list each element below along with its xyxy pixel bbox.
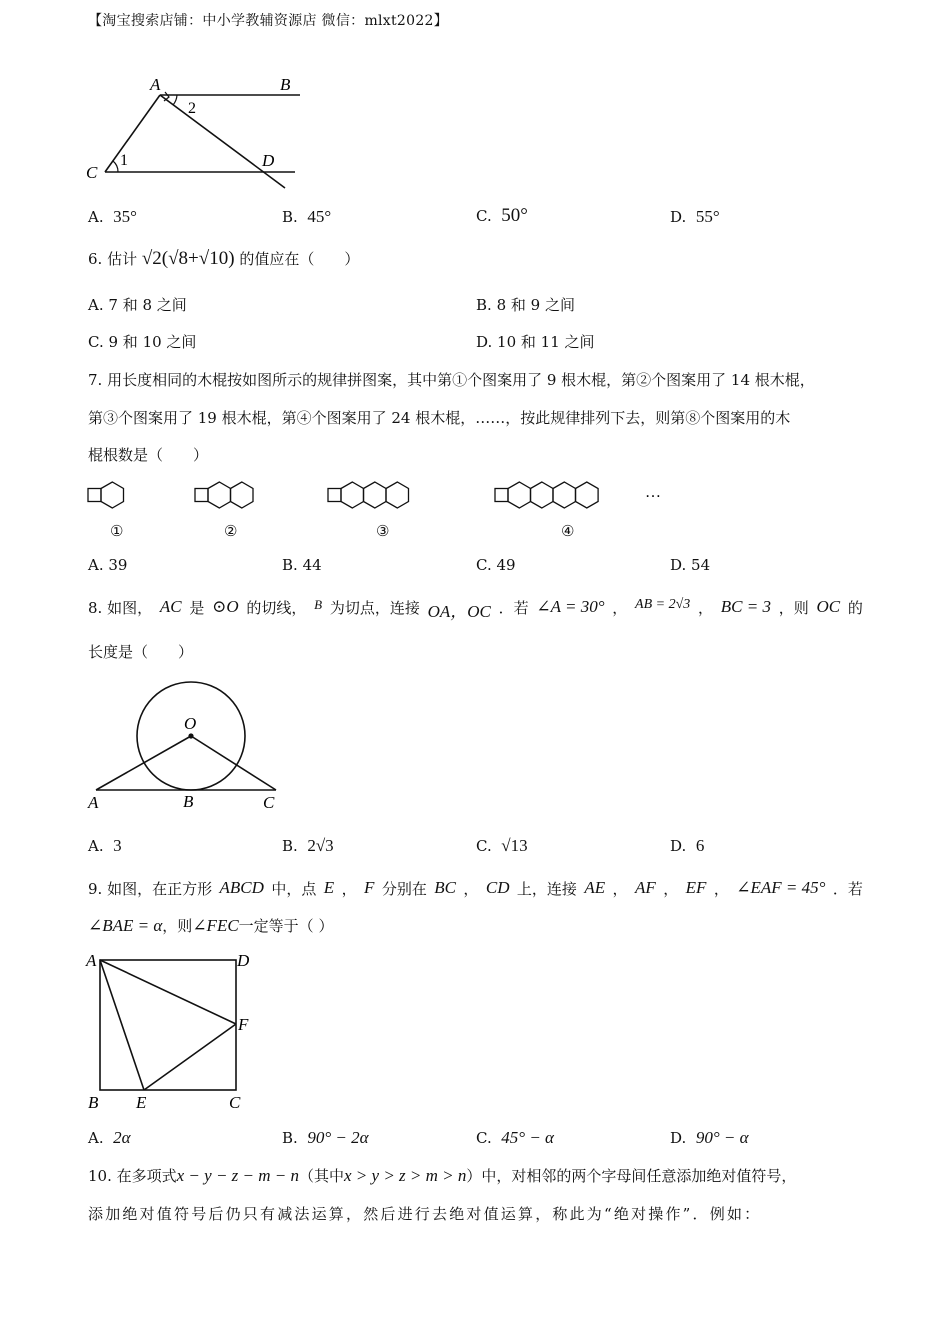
option-letter: A.: [88, 1129, 104, 1147]
q6-option-c[interactable]: [88, 331, 196, 352]
q6-option-d[interactable]: [476, 331, 595, 352]
option-letter: B.: [476, 296, 492, 314]
q9-text: ，: [341, 880, 357, 898]
q9-stem-line1: [88, 878, 863, 899]
q6-option-b[interactable]: [476, 294, 575, 315]
q8-stem-line1: [88, 597, 863, 622]
label-c: C: [86, 163, 98, 182]
q9-text: ，: [463, 880, 479, 898]
q9-math: E: [323, 878, 335, 897]
stick-pattern-3: [328, 482, 409, 508]
q5-option-b[interactable]: [282, 207, 331, 227]
pattern-hexagon: [101, 482, 124, 508]
q9-text: 中，点: [271, 880, 317, 898]
angle1-arc: [113, 161, 118, 172]
line-ac: [105, 95, 160, 172]
q9-math: EF: [685, 878, 707, 897]
q8-math: ∠A = 30°: [536, 597, 605, 616]
q5-option-d[interactable]: [670, 207, 720, 227]
option-value: 2α: [113, 1128, 131, 1147]
page-header: 【淘宝搜索店铺：中小学教辅资源店 微信：mlxt2022】: [88, 13, 449, 29]
q9-math: AF: [634, 878, 656, 897]
q9-figure: [80, 946, 260, 1116]
q10-math: x > y > z > m > n: [344, 1166, 467, 1185]
option-letter: A.: [88, 208, 104, 226]
option-letter: D.: [670, 837, 687, 855]
q6-expression: √2(√8+√10): [141, 248, 235, 269]
stick-pattern-2: [195, 482, 253, 508]
q8-math: OC: [816, 597, 841, 616]
q6-option-a[interactable]: [88, 294, 187, 315]
label-b: B: [183, 792, 194, 811]
q9-math: CD: [485, 878, 510, 897]
pattern-square: [195, 489, 208, 502]
q7-stem-line3: 棍根数是（ ）: [88, 446, 209, 464]
pattern-square: [328, 489, 341, 502]
option-value: 90° − α: [695, 1128, 749, 1147]
q8-text: ，则: [778, 599, 809, 617]
label-d: D: [262, 151, 275, 170]
pattern-square: [88, 489, 101, 502]
option-letter: C.: [476, 837, 492, 855]
option-letter: A.: [88, 837, 104, 855]
option-letter: D.: [476, 333, 493, 351]
q9-text: 分别在: [381, 880, 427, 898]
q10-text: ）中，对相邻的两个字母间任意添加绝对值符号，: [466, 1167, 797, 1185]
q8-figure: [80, 672, 300, 818]
q10-math: x − y − z − m − n: [176, 1166, 299, 1185]
label-e: E: [136, 1093, 147, 1112]
pattern-hexagon: [508, 482, 531, 508]
pattern-hexagon: [553, 482, 576, 508]
q9-text: ，: [612, 880, 628, 898]
label-d: D: [237, 951, 250, 970]
q8-option-b[interactable]: [282, 836, 334, 856]
label-angle1: 1: [120, 152, 128, 169]
line-af: [100, 960, 236, 1024]
q8-text: 的切线，: [246, 599, 307, 617]
q9-text: ，则: [162, 917, 193, 935]
center-point: [188, 733, 193, 738]
option-value: 90° − 2α: [307, 1128, 369, 1147]
pattern-hexagon: [208, 482, 231, 508]
q7-label-3: ③: [376, 522, 390, 540]
square-abcd: [100, 960, 236, 1090]
q9-text: 一定等于（ ）: [238, 917, 334, 935]
option-letter: D.: [670, 556, 687, 574]
q8-text: 为切点，连接: [329, 599, 420, 617]
q9-text: ，: [713, 880, 729, 898]
label-f: F: [238, 1015, 249, 1034]
pattern-square: [495, 489, 508, 502]
option-value: 6: [695, 836, 705, 855]
q7-label-1: ①: [110, 522, 124, 540]
label-a: A: [86, 951, 97, 970]
option-value: 49: [496, 556, 516, 574]
q8-math: ⊙O: [212, 597, 239, 616]
q9-option-b[interactable]: [282, 1128, 369, 1148]
q8-option-c[interactable]: [476, 836, 528, 856]
label-b: B: [280, 75, 291, 94]
q8-text: 的: [847, 599, 863, 617]
pattern-hexagon: [364, 482, 387, 508]
label-o: O: [184, 714, 197, 733]
q9-text: 9. 如图，在正方形: [88, 880, 213, 898]
option-value: √13: [501, 836, 528, 855]
q9-option-d[interactable]: [670, 1128, 749, 1148]
option-letter: C.: [476, 1129, 492, 1147]
q8-option-d[interactable]: [670, 836, 704, 856]
q8-math: OA，OC: [427, 602, 491, 621]
option-letter: D.: [670, 1129, 687, 1147]
option-value: 44: [302, 556, 322, 574]
pattern-ellipsis: …: [645, 484, 661, 501]
q8-text: ，: [612, 599, 628, 617]
q8-text: ．若: [498, 599, 529, 617]
pattern-hexagon: [386, 482, 409, 508]
label-c: C: [229, 1093, 241, 1112]
option-letter: C.: [88, 333, 104, 351]
q10-text: （其中: [299, 1167, 345, 1185]
option-letter: B.: [282, 837, 298, 855]
stick-pattern-4: [495, 482, 598, 508]
q8-text: 8. 如图，: [88, 599, 153, 617]
q7-label-4: ④: [561, 522, 575, 540]
q9-math: ∠BAE = α: [88, 916, 163, 935]
q9-text: ．若: [832, 880, 863, 898]
q7-label-2: ②: [224, 522, 238, 540]
option-letter: B.: [282, 1129, 298, 1147]
q10-stem-line2: 添加绝对值符号后仍只有减法运算，然后进行去绝对值运算，称此为“绝对操作”．例如：: [88, 1205, 762, 1223]
label-a: A: [150, 75, 161, 94]
q6-num: 6. 估计: [88, 250, 138, 268]
q8-math: BC = 3: [720, 597, 771, 616]
option-value: 8 和 9 之间: [496, 296, 575, 314]
q9-text: 上，连接: [516, 880, 577, 898]
line-ad: [160, 95, 285, 188]
option-value: 35°: [113, 207, 137, 226]
q7-option-b[interactable]: [282, 556, 322, 574]
option-letter: B.: [282, 208, 298, 226]
line-oa: [96, 736, 191, 790]
option-letter: C.: [476, 207, 492, 225]
line-ef: [144, 1024, 236, 1090]
q9-math: BC: [434, 878, 456, 897]
q5-option-c[interactable]: [476, 205, 528, 227]
label-a: A: [88, 793, 99, 812]
q5-figure: [80, 70, 320, 190]
q9-text: ，: [663, 880, 679, 898]
q7-option-c[interactable]: [476, 556, 516, 574]
option-letter: D.: [670, 208, 687, 226]
q10-stem-line1: [88, 1165, 796, 1186]
q6-stem: [88, 248, 359, 270]
angle2-arc: [173, 95, 177, 105]
q8-text: ，: [698, 599, 714, 617]
q6-tail: 的值应在（ ）: [239, 250, 360, 268]
right-angle-mark: [164, 92, 169, 101]
option-value: 10 和 11 之间: [497, 333, 595, 351]
q9-math: AE: [584, 878, 606, 897]
label-b: B: [88, 1093, 99, 1112]
q7-option-a[interactable]: [88, 556, 127, 574]
option-value: 2√3: [307, 836, 334, 855]
q8-math: AB = 2√3: [635, 597, 691, 612]
q7-option-d[interactable]: [670, 556, 710, 574]
label-angle2: 2: [188, 100, 196, 117]
option-value: 39: [108, 556, 128, 574]
line-oc: [191, 736, 276, 790]
option-letter: B.: [282, 556, 298, 574]
q10-text: 10. 在多项式: [88, 1167, 177, 1185]
pattern-hexagon: [341, 482, 364, 508]
option-value: 54: [691, 556, 711, 574]
q9-math: ∠FEC: [192, 916, 239, 935]
option-letter: A.: [88, 296, 104, 314]
q8-stem-line2: 长度是（ ）: [88, 643, 194, 661]
line-ae: [100, 960, 144, 1090]
q9-math: ∠EAF = 45°: [736, 878, 826, 897]
q8-text: 是: [189, 599, 205, 617]
q9-option-a[interactable]: [88, 1128, 131, 1148]
q7-stem-line2: 第③个图案用了 19 根木棍，第④个图案用了 24 根木棍，……，按此规律排列下去，则第⑧个图案用的木: [88, 409, 791, 427]
option-value: 7 和 8 之间: [108, 296, 187, 314]
q8-option-a[interactable]: [88, 836, 122, 856]
q8-math: AC: [159, 597, 182, 616]
option-value: 3: [113, 836, 122, 855]
stick-pattern-1: [88, 482, 124, 508]
q5-option-a[interactable]: [88, 207, 137, 227]
option-value: 9 和 10 之间: [108, 333, 197, 351]
option-value: 50°: [501, 205, 528, 226]
q9-option-c[interactable]: [476, 1128, 554, 1148]
option-letter: A.: [88, 556, 104, 574]
pattern-hexagon: [231, 482, 254, 508]
option-value: 55°: [695, 207, 720, 226]
q9-stem-line2: [88, 915, 333, 936]
q7-stem-line1: 7. 用长度相同的木棍按如图所示的规律拼图案，其中第①个图案用了 9 根木棍，第②个图案用了 14 根木棍，: [88, 371, 815, 389]
option-letter: C.: [476, 556, 492, 574]
q8-math: B: [314, 597, 323, 612]
option-value: 45°: [307, 207, 332, 226]
option-value: 45° − α: [501, 1128, 554, 1147]
pattern-hexagon: [531, 482, 554, 508]
q9-math: ABCD: [219, 878, 264, 897]
pattern-hexagon: [576, 482, 599, 508]
label-c: C: [263, 793, 275, 812]
q9-math: F: [364, 878, 375, 897]
